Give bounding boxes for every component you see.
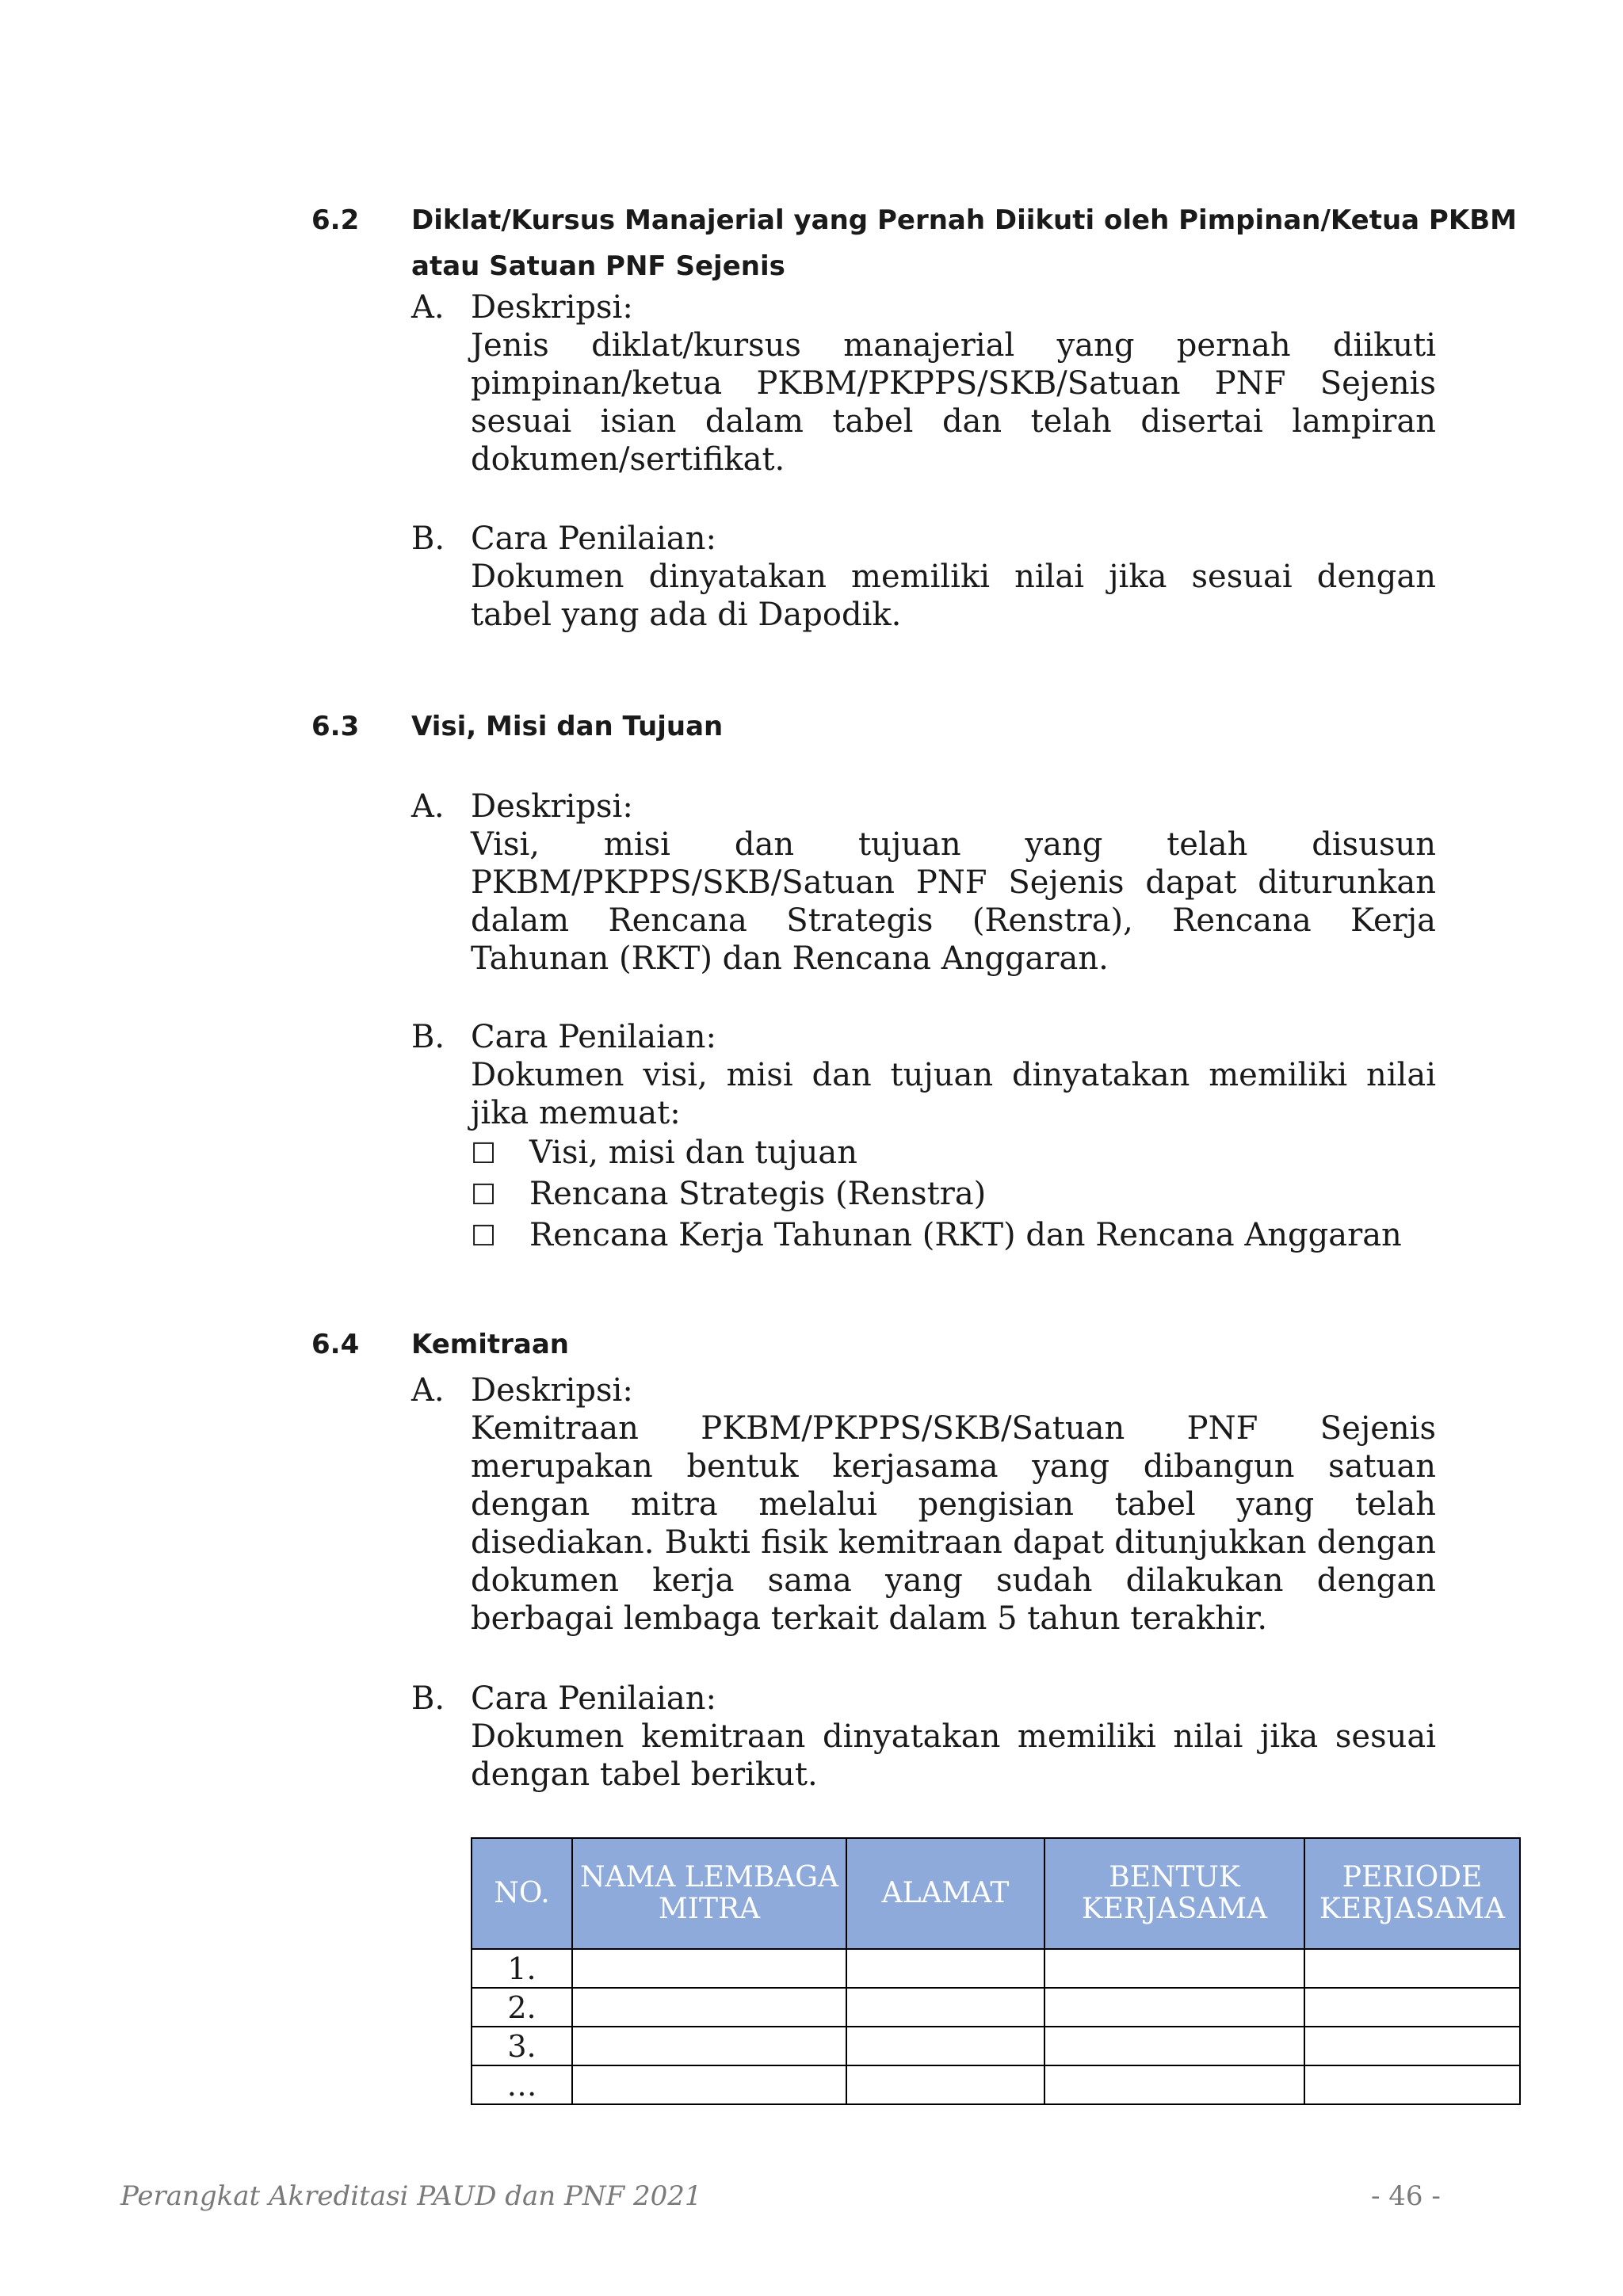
table-cell bbox=[572, 1949, 846, 1988]
section-title: Visi, Misi dan Tujuan bbox=[411, 711, 724, 742]
subheading-letter: B. bbox=[411, 521, 445, 557]
subheading-letter: A. bbox=[411, 1372, 445, 1409]
assessment-paragraph: Dokumen visi, misi dan tujuan dinyatakan memiliki nilai jika memuat: bbox=[471, 1057, 1436, 1131]
table-row bbox=[472, 2027, 1520, 2065]
header-periode-kerjasama: PERIODE KERJASAMA bbox=[1304, 1838, 1520, 1949]
checklist-item-label: Rencana Strategis (Renstra) bbox=[529, 1176, 987, 1212]
table-cell bbox=[1044, 1988, 1304, 2027]
section-number: 6.4 bbox=[311, 1329, 360, 1360]
checklist-item bbox=[471, 1174, 1402, 1215]
subheading-label: Deskripsi: bbox=[471, 788, 633, 825]
section-title: Kemitraan bbox=[411, 1329, 570, 1360]
subheading-a bbox=[411, 1371, 633, 1409]
subheading-a bbox=[411, 288, 633, 326]
header-nama-lembaga-mitra: NAMA LEMBAGA MITRA bbox=[572, 1838, 846, 1949]
header-bentuk-kerjasama: BENTUK KERJASAMA bbox=[1044, 1838, 1304, 1949]
subheading-b bbox=[411, 1018, 716, 1056]
assessment-paragraph: Dokumen kemitraan dinyatakan memiliki nilai jika sesuai dengan tabel berikut. bbox=[471, 1718, 1436, 1793]
table-cell bbox=[846, 1988, 1044, 2027]
table-cell bbox=[1304, 1988, 1520, 2027]
subheading-label: Deskripsi: bbox=[471, 289, 633, 326]
checkbox-icon: ☐ bbox=[471, 1138, 497, 1170]
checklist-item-label: Visi, misi dan tujuan bbox=[529, 1135, 858, 1171]
table-cell bbox=[846, 2027, 1044, 2065]
subheading-a bbox=[411, 788, 633, 826]
partnership-table bbox=[471, 1837, 1521, 2105]
description-paragraph: Jenis diklat/kursus manajerial yang pernah diikuti pimpinan/ketua PKBM/PKPPS/SKB/Satuan PNF Sejenis sesuai isian dalam tabel dan telah disertai lampiran dokumen/sertifikat. bbox=[471, 327, 1436, 478]
subheading-label: Deskripsi: bbox=[471, 1372, 633, 1409]
subheading-label: Cara Penilaian: bbox=[471, 521, 716, 557]
checklist-item bbox=[471, 1133, 1402, 1174]
checklist-item-label: Rencana Kerja Tahunan (RKT) dan Rencana Anggaran bbox=[529, 1217, 1402, 1253]
criteria-checklist bbox=[471, 1133, 1402, 1257]
table-row bbox=[472, 1949, 1520, 1988]
subheading-letter: A. bbox=[411, 289, 445, 326]
checkbox-icon: ☐ bbox=[471, 1220, 497, 1253]
table-cell bbox=[1044, 2027, 1304, 2065]
header-alamat: ALAMAT bbox=[846, 1838, 1044, 1949]
table-cell bbox=[1304, 1949, 1520, 1988]
page-number: - 46 - bbox=[1371, 2180, 1441, 2212]
section-title: Diklat/Kursus Manajerial yang Pernah Diikuti oleh Pimpinan/Ketua PKBM atau Satuan PNF Sejenis bbox=[411, 204, 1517, 282]
row-number-cell: 2. bbox=[472, 1988, 572, 2027]
section-number: 6.3 bbox=[311, 711, 360, 742]
footer-document-title: Perangkat Akreditasi PAUD dan PNF 2021 bbox=[120, 2180, 702, 2212]
subheading-b bbox=[411, 1680, 716, 1718]
table-row bbox=[472, 1988, 1520, 2027]
section-number: 6.2 bbox=[311, 204, 360, 236]
table-cell bbox=[1304, 2027, 1520, 2065]
subheading-label: Cara Penilaian: bbox=[471, 1019, 716, 1055]
description-paragraph: Kemitraan PKBM/PKPPS/SKB/Satuan PNF Sejenis merupakan bentuk kerjasama yang dibangun satuan dengan mitra melalui pengisian tabel yang telah disediakan. Bukti fisik kemitraan dapat ditunjukkan dengan dokumen kerja sama yang sudah dilakukan dengan berbagai lembaga terkait dalam 5 tahun terakhir. bbox=[471, 1410, 1436, 1637]
table-cell bbox=[572, 2065, 846, 2104]
checklist-item bbox=[471, 1215, 1402, 1257]
header-no: NO. bbox=[472, 1838, 572, 1949]
row-number-cell: 3. bbox=[472, 2027, 572, 2065]
checkbox-icon: ☐ bbox=[471, 1179, 497, 1211]
table-cell bbox=[572, 2027, 846, 2065]
row-number-cell: … bbox=[472, 2065, 572, 2104]
assessment-paragraph: Dokumen dinyatakan memiliki nilai jika sesuai dengan tabel yang ada di Dapodik. bbox=[471, 559, 1436, 633]
subheading-letter: B. bbox=[411, 1019, 445, 1055]
description-paragraph: Visi, misi dan tujuan yang telah disusun PKBM/PKPPS/SKB/Satuan PNF Sejenis dapat diturunkan dalam Rencana Strategis (Renstra), Rencana Kerja Tahunan (RKT) dan Rencana Anggaran. bbox=[471, 826, 1436, 977]
subheading-label: Cara Penilaian: bbox=[471, 1680, 716, 1717]
subheading-letter: B. bbox=[411, 1680, 445, 1717]
table-cell bbox=[846, 1949, 1044, 1988]
table-cell bbox=[572, 1988, 846, 2027]
table-cell bbox=[1044, 2065, 1304, 2104]
subheading-b bbox=[411, 520, 716, 558]
table-row bbox=[472, 2065, 1520, 2104]
row-number-cell: 1. bbox=[472, 1949, 572, 1988]
table-header-row bbox=[472, 1838, 1520, 1949]
table-cell bbox=[846, 2065, 1044, 2104]
table-cell bbox=[1044, 1949, 1304, 1988]
subheading-letter: A. bbox=[411, 788, 445, 825]
table-cell bbox=[1304, 2065, 1520, 2104]
